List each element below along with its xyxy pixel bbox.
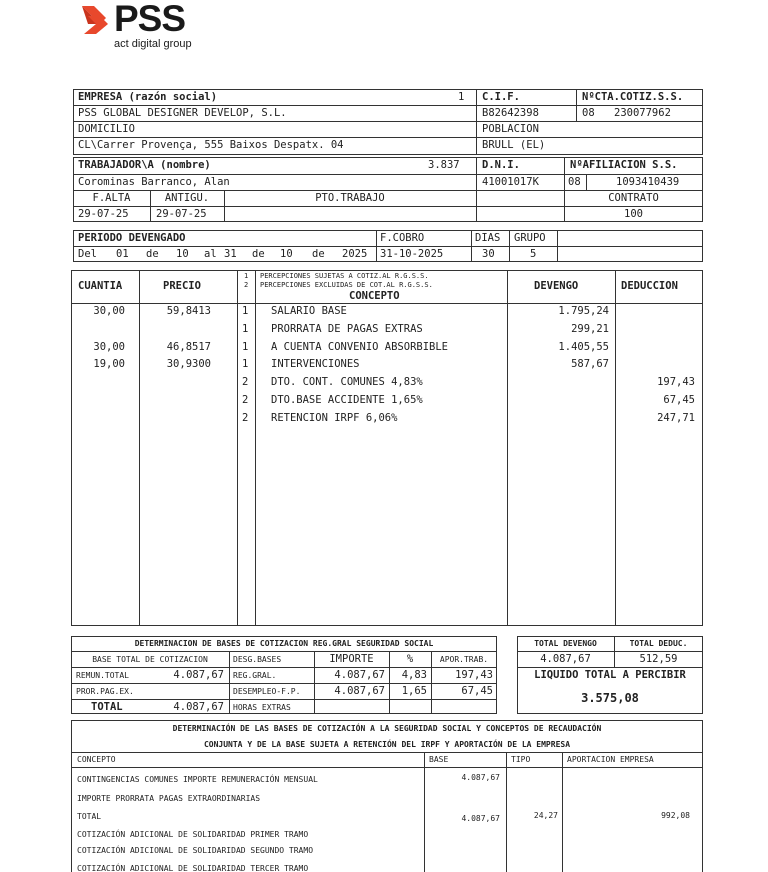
- bases-total-value: 4.087,67: [173, 701, 224, 713]
- empresa-code: 1: [458, 91, 465, 103]
- aport-row-total-base: 4.087,67: [461, 814, 500, 823]
- concept-label: SALARIO BASE: [271, 305, 347, 317]
- grupo-label: GRUPO: [514, 232, 546, 244]
- periodo-word-del: Del: [78, 248, 97, 260]
- aportacion-title-2: CONJUNTA Y DE LA BASE SUJETA A RETENCIÓN DEL IRPF Y APORTACIÓN DE LA EMPRESA: [203, 740, 571, 749]
- pss-logo-icon: [80, 4, 110, 36]
- bases-total-label: TOTAL: [91, 701, 123, 713]
- importe-label: IMPORTE: [329, 653, 374, 665]
- concept-precio: 46,8517: [166, 341, 211, 353]
- aport-row-prorrata: IMPORTE PRORRATA PAGAS EXTRAORDINARIAS: [77, 794, 261, 803]
- concept-tipo: 2: [242, 376, 249, 388]
- concept-tipo: 1: [242, 341, 249, 353]
- cuantia-header: CUANTIA: [78, 280, 123, 292]
- aport-row-solidaridad-2: COTIZACIÓN ADICIONAL DE SOLIDARIDAD SEGUNDO TRAMO: [77, 846, 314, 855]
- desempleo-pct: 1,65: [401, 685, 427, 697]
- domicilio-label: DOMICILIO: [78, 123, 135, 135]
- empresa-label: EMPRESA (razón social): [78, 91, 218, 103]
- reg-gral-pct: 4,83: [401, 669, 427, 681]
- remun-total-value: 4.087,67: [173, 669, 224, 681]
- antig-value: 29-07-25: [156, 208, 207, 220]
- aport-row-solidaridad-1: COTIZACIÓN ADICIONAL DE SOLIDARIDAD PRIMER TRAMO: [77, 830, 309, 839]
- concept-devengo: 1.795,24: [558, 305, 609, 317]
- concept-precio: 30,9300: [166, 358, 211, 370]
- concept-label: DTO.BASE ACCIDENTE 1,65%: [271, 394, 423, 406]
- concept-label: DTO. CONT. COMUNES 4,83%: [271, 376, 423, 388]
- contrato-value: 100: [624, 208, 643, 220]
- base-total-label: BASE TOTAL DE COTIZACION: [92, 655, 208, 664]
- dni-label: D.N.I.: [482, 159, 520, 171]
- perc-excluidas-label: PERCEPCIONES EXCLUIDAS DE COT.AL R.G.S.S.: [260, 281, 433, 289]
- desempleo-label: DESEMPLEO-F.P.: [233, 687, 301, 696]
- aport-row-contingencias: CONTINGENCIAS COMUNES IMPORTE REMUNERACIÓN MENSUAL: [77, 775, 318, 784]
- concept-cuantia: 19,00: [93, 358, 125, 370]
- cta-cotiz-label: NºCTA.COTIZ.S.S.: [582, 91, 684, 103]
- reg-gral-label: REG.GRAL.: [233, 671, 277, 680]
- dni-value: 41001017K: [482, 176, 539, 188]
- concept-tipo: 2: [242, 412, 249, 424]
- concept-label: INTERVENCIONES: [271, 358, 360, 370]
- aport-empresa-header: APORTACION EMPRESA: [567, 755, 654, 764]
- cta-prefix: 08: [582, 107, 595, 119]
- periodo-month-start: 10: [176, 248, 189, 260]
- total-devengo-label: TOTAL DEVENGO: [534, 639, 597, 648]
- liquido-value: 3.575,08: [581, 691, 639, 705]
- pct-label: %: [406, 653, 414, 665]
- concepto-header: CONCEPTO: [349, 290, 400, 302]
- antig-label: ANTIGU.: [164, 192, 210, 204]
- concept-tipo: 2: [242, 394, 249, 406]
- total-deduc-value: 512,59: [639, 653, 678, 665]
- logo-tagline: act digital group: [114, 38, 192, 50]
- empresa-name: PSS GLOBAL DESIGNER DEVELOP, S.L.: [78, 107, 287, 119]
- aport-concepto-header: CONCEPTO: [77, 755, 116, 764]
- perc-type-1: 1: [244, 272, 249, 280]
- dias-label: DIAS: [475, 232, 501, 244]
- concept-label: A CUENTA CONVENIO ABSORBIBLE: [271, 341, 449, 353]
- trabajador-label: TRABAJADOR\A (nombre): [78, 159, 211, 171]
- periodo-word-de: de: [146, 248, 159, 260]
- fcobro-label: F.COBRO: [380, 232, 425, 244]
- devengo-header: DEVENGO: [534, 280, 579, 292]
- periodo-label: PERIODO DEVENGADO: [78, 232, 186, 244]
- aport-base-header: BASE: [429, 755, 449, 764]
- trabajador-name: Corominas Barranco, Alan: [78, 176, 230, 188]
- periodo-word-de-2: de: [252, 248, 265, 260]
- pto-trabajo-label: PTO.TRABAJO: [315, 192, 385, 204]
- deduccion-header: DEDUCCION: [621, 280, 678, 292]
- fcobro-value: 31-10-2025: [380, 248, 444, 260]
- aport-row-total-aportacion: 992,08: [661, 811, 690, 820]
- concept-tipo: 1: [242, 358, 249, 370]
- concept-label: RETENCION IRPF 6,06%: [271, 412, 398, 424]
- concept-tipo: 1: [242, 323, 249, 335]
- total-devengo-value: 4.087,67: [540, 653, 591, 665]
- concept-devengo: 299,21: [571, 323, 609, 335]
- apor-trab-label: APOR.TRAB.: [439, 655, 489, 664]
- periodo-day-end: 31: [224, 248, 237, 260]
- aport-row-total-tipo: 24,27: [533, 811, 558, 820]
- poblacion-value: BRULL (EL): [482, 139, 546, 151]
- falta-label: F.ALTA: [92, 192, 131, 204]
- desg-bases-label: DESG.BASES: [233, 655, 282, 664]
- falta-value: 29-07-25: [78, 208, 129, 220]
- reg-gral-importe: 4.087,67: [334, 669, 385, 681]
- aport-row-solidaridad-3: COTIZACIÓN ADICIONAL DE SOLIDARIDAD TERCER TRAMO: [77, 864, 309, 872]
- domicilio-value: CL\Carrer Provença, 555 Baixos Despatx. 04: [78, 139, 344, 151]
- logo-wordmark: PSS: [114, 0, 186, 39]
- afiliacion-number: 1093410439: [616, 176, 680, 188]
- concept-deduccion: 197,43: [657, 376, 695, 388]
- aport-row-total: TOTAL: [77, 812, 102, 821]
- total-deduc-label: TOTAL DEDUC.: [629, 639, 688, 648]
- contrato-label: CONTRATO: [608, 192, 659, 204]
- desempleo-importe: 4.087,67: [334, 685, 385, 697]
- precio-header: PRECIO: [163, 280, 201, 292]
- aport-tipo-header: TIPO: [511, 755, 531, 764]
- aport-row-contingencias-base: 4.087,67: [461, 773, 500, 782]
- periodo-month-end: 10: [280, 248, 293, 260]
- concept-cuantia: 30,00: [93, 305, 125, 317]
- periodo-year: 2025: [342, 248, 368, 260]
- concept-cuantia: 30,00: [93, 341, 125, 353]
- afiliacion-prefix: 08: [568, 176, 581, 188]
- aportacion-title-1: DETERMINACIÓN DE LAS BASES DE COTIZACIÓN A LA SEGURIDAD SOCIAL Y CONCEPTOS DE RECAUDACIÓN: [172, 724, 602, 733]
- concept-deduccion: 247,71: [657, 412, 695, 424]
- trabajador-code: 3.837: [428, 159, 460, 171]
- poblacion-label: POBLACION: [482, 123, 539, 135]
- prorrata-pagas-label: PROR.PAG.EX.: [76, 687, 134, 696]
- remun-total-label: REMUN.TOTAL: [76, 671, 129, 680]
- cif-label: C.I.F.: [482, 91, 520, 103]
- cta-number: 230077962: [614, 107, 671, 119]
- perc-type-2: 2: [244, 281, 249, 289]
- perc-sujetas-label: PERCEPCIONES SUJETAS A COTIZ.AL R.G.S.S.: [260, 272, 429, 280]
- cif-value: B82642398: [482, 107, 539, 119]
- concept-devengo: 587,67: [571, 358, 609, 370]
- reg-gral-apor: 197,43: [455, 669, 493, 681]
- concept-label: PRORRATA DE PAGAS EXTRAS: [271, 323, 423, 335]
- concept-precio: 59,8413: [166, 305, 211, 317]
- concept-deduccion: 67,45: [663, 394, 695, 406]
- desempleo-apor: 67,45: [461, 685, 493, 697]
- bases-title: DETERMINACION DE BASES DE COTIZACION REG.GRAL SEGURIDAD SOCIAL: [134, 639, 434, 648]
- concept-devengo: 1.405,55: [558, 341, 609, 353]
- periodo-day-start: 01: [116, 248, 129, 260]
- periodo-word-al: al: [204, 248, 217, 260]
- liquido-label: LIQUIDO TOTAL A PERCIBIR: [534, 669, 686, 681]
- horas-extras-label: HORAS EXTRAS: [233, 703, 291, 712]
- periodo-word-de-3: de: [312, 248, 325, 260]
- dias-value: 30: [482, 248, 495, 260]
- grupo-value: 5: [530, 248, 537, 260]
- afiliacion-label: NºAFILIACION S.S.: [570, 159, 678, 171]
- concept-tipo: 1: [242, 305, 249, 317]
